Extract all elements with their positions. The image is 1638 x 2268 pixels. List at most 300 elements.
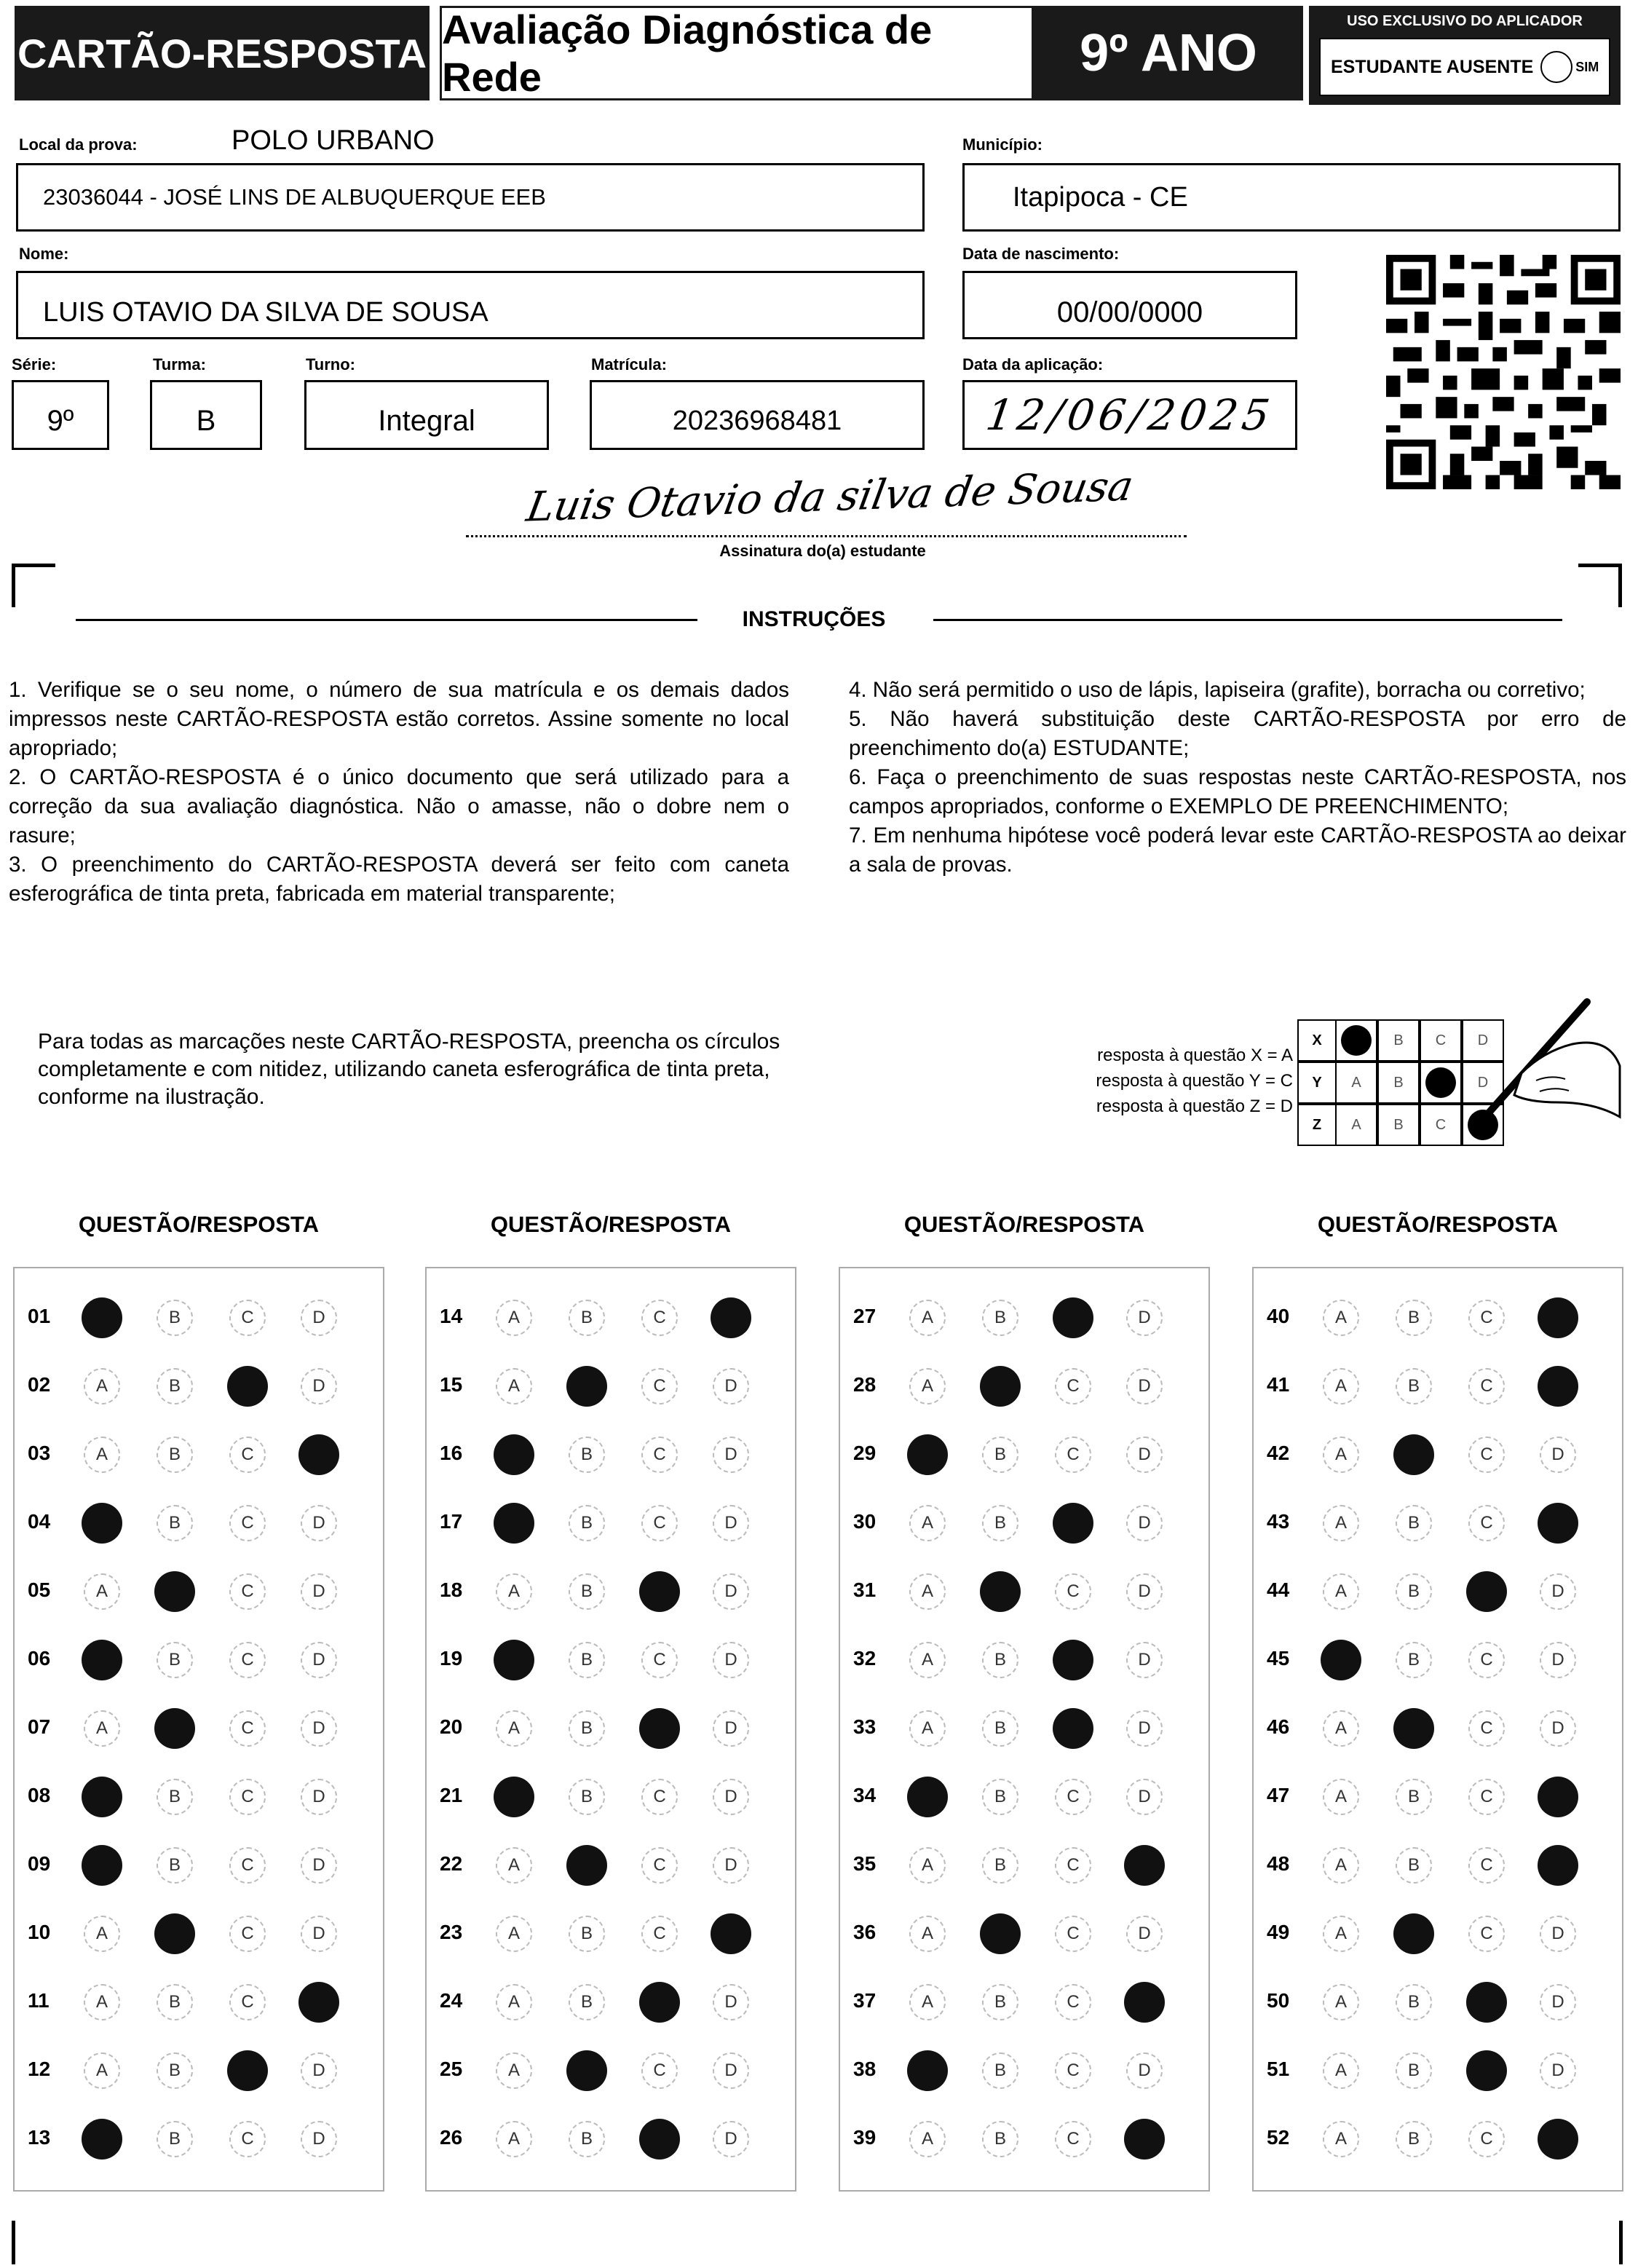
answer-bubble-b[interactable]: B <box>157 1642 193 1678</box>
answer-bubble-a[interactable] <box>84 2121 120 2157</box>
answer-bubble-a[interactable] <box>909 1779 946 1815</box>
answer-bubble-d[interactable]: D <box>1126 1779 1163 1815</box>
application-value: 12/06/2025 <box>983 390 1277 440</box>
answer-bubble-b[interactable]: B <box>569 1984 605 2020</box>
answer-bubble-a[interactable]: A <box>909 1300 946 1336</box>
answer-bubble-c[interactable]: C <box>1468 1710 1505 1747</box>
answer-bubble-a[interactable]: A <box>84 1573 120 1610</box>
answer-bubble-b[interactable]: B <box>569 1505 605 1541</box>
class-label: Turma: <box>153 355 206 374</box>
answer-bubble-b[interactable]: B <box>982 2121 1018 2157</box>
question-number: 09 <box>28 1852 51 1875</box>
question-number: 43 <box>1267 1510 1290 1533</box>
answer-bubble-a[interactable] <box>909 1437 946 1473</box>
birth-label: Data de nascimento: <box>962 245 1120 263</box>
answer-bubble-c[interactable] <box>1468 1573 1505 1610</box>
answer-bubble-b[interactable]: B <box>569 1779 605 1815</box>
answer-bubble-b[interactable] <box>1396 1710 1432 1747</box>
answer-bubble-a[interactable]: A <box>496 1300 532 1336</box>
answer-bubble-a[interactable]: A <box>84 1437 120 1473</box>
answer-bubble-c[interactable]: C <box>1055 1779 1091 1815</box>
answer-bubble-d[interactable]: D <box>301 1779 337 1815</box>
answer-bubble-c[interactable]: C <box>1055 1984 1091 2020</box>
answer-bubble-a[interactable]: A <box>496 1984 532 2020</box>
answer-bubble-c[interactable]: C <box>229 1710 266 1747</box>
exam-title <box>440 6 1034 100</box>
answer-bubble-a[interactable]: A <box>84 1368 120 1404</box>
answer-bubble-c[interactable]: C <box>229 2121 266 2157</box>
answer-bubble-b[interactable]: B <box>982 1642 1018 1678</box>
question-number: 51 <box>1267 2058 1290 2080</box>
exam-location-value: POLO URBANO <box>232 125 435 156</box>
answer-bubble-b[interactable]: B <box>1396 1573 1432 1610</box>
answer-bubble-c[interactable] <box>229 1368 266 1404</box>
question-number: 40 <box>1267 1305 1290 1327</box>
question-number: 47 <box>1267 1784 1290 1806</box>
answer-bubble-c[interactable]: C <box>641 1437 678 1473</box>
example-option <box>1335 1019 1377 1062</box>
answer-bubble-a[interactable]: A <box>1323 1779 1359 1815</box>
question-number: 52 <box>1267 2126 1290 2149</box>
answer-bubble-c[interactable]: C <box>1468 2121 1505 2157</box>
example-line: resposta à questão Z = D <box>1096 1097 1293 1116</box>
example-option: B <box>1377 1104 1420 1146</box>
answer-bubble-a[interactable]: A <box>496 1916 532 1952</box>
shift-value: Integral <box>378 404 475 437</box>
instruction-item: 3. O preenchimento do CARTÃO-RESPOSTA deverá ser feito com caneta esferográfica de tinta preta, fabricada em material transparente; <box>9 853 789 906</box>
question-number: 22 <box>440 1852 463 1875</box>
class-box <box>150 380 262 450</box>
answer-bubble-b[interactable]: B <box>569 1573 605 1610</box>
question-number: 03 <box>28 1442 51 1464</box>
instructions-right <box>849 676 1626 880</box>
exam-location-label: Local da prova: <box>19 135 138 154</box>
example-option: C <box>1420 1019 1462 1062</box>
instruction-item: 1. Verifique se o seu nome, o número de sua matrícula e os demais dados impressos neste CARTÃO-RESPOSTA estão corretos. Assine somente no local apropriado; <box>9 678 789 760</box>
enrollment-label: Matrícula: <box>591 355 667 374</box>
answer-bubble-c[interactable]: C <box>641 1779 678 1815</box>
answer-bubble-b[interactable]: B <box>982 1300 1018 1336</box>
answer-bubble-a[interactable] <box>84 1779 120 1815</box>
municipality-value: Itapipoca - CE <box>1013 181 1188 213</box>
answer-bubble-c[interactable] <box>1468 2052 1505 2089</box>
answer-bubble-a[interactable]: A <box>1323 1573 1359 1610</box>
answer-bubble-c[interactable]: C <box>641 1642 678 1678</box>
answer-bubble-a[interactable]: A <box>84 1984 120 2020</box>
answer-bubble-d[interactable]: D <box>1540 1437 1576 1473</box>
answer-bubble-a[interactable]: A <box>1323 1437 1359 1473</box>
card-title <box>15 6 430 100</box>
answer-bubble-d[interactable]: D <box>1126 1368 1163 1404</box>
qr-code-graphic <box>1386 255 1621 489</box>
answer-bubble-a[interactable]: A <box>1323 1710 1359 1747</box>
column-title: QUESTÃO/RESPOSTA <box>78 1212 320 1237</box>
answer-bubble-b[interactable] <box>569 2052 605 2089</box>
answer-bubble-c[interactable] <box>641 1710 678 1747</box>
example-option: A <box>1335 1104 1377 1146</box>
answer-bubble-d[interactable]: D <box>1540 1642 1576 1678</box>
grade-badge <box>1034 6 1303 100</box>
question-number: 24 <box>440 1989 463 2012</box>
answer-bubble-a[interactable]: A <box>1323 2121 1359 2157</box>
answer-bubble-d[interactable] <box>1126 1984 1163 2020</box>
answer-bubble-d[interactable]: D <box>301 2052 337 2089</box>
answer-bubble-d[interactable]: D <box>1126 1505 1163 1541</box>
answer-bubble-d[interactable]: D <box>713 1710 749 1747</box>
example-question-label: X <box>1297 1019 1337 1062</box>
answer-bubble-a[interactable] <box>496 1779 532 1815</box>
answer-bubble-a[interactable] <box>84 1847 120 1884</box>
question-number: 32 <box>853 1647 877 1670</box>
answer-bubble-b[interactable] <box>569 1847 605 1884</box>
instructions-title: INSTRUÇÕES <box>742 607 886 631</box>
answer-bubble-b[interactable] <box>982 1916 1018 1952</box>
answer-bubble-c[interactable] <box>1468 1984 1505 2020</box>
question-number: 45 <box>1267 1647 1290 1670</box>
column-title: QUESTÃO/RESPOSTA <box>1317 1212 1559 1237</box>
answer-bubble-d[interactable]: D <box>713 1505 749 1541</box>
answer-bubble-b[interactable] <box>1396 1916 1432 1952</box>
question-number: 17 <box>440 1510 463 1533</box>
name-label: Nome: <box>19 245 69 263</box>
question-number: 31 <box>853 1578 877 1601</box>
answer-bubble-c[interactable]: C <box>229 1984 266 2020</box>
answer-bubble-c[interactable]: C <box>1468 1505 1505 1541</box>
municipality-box <box>962 163 1621 232</box>
answer-bubble-a[interactable]: A <box>496 1847 532 1884</box>
answer-bubble-b[interactable]: B <box>1396 2121 1432 2157</box>
applicator-label: USO EXCLUSIVO DO APLICADOR <box>1347 13 1583 29</box>
answer-bubble-d[interactable]: D <box>713 1779 749 1815</box>
answer-bubble-d[interactable] <box>1540 1300 1576 1336</box>
answer-bubble-a[interactable]: A <box>1323 1916 1359 1952</box>
question-number: 34 <box>853 1784 877 1806</box>
answer-bubble-d[interactable] <box>1126 1847 1163 1884</box>
answer-bubble-a[interactable]: A <box>496 2121 532 2157</box>
answer-bubble-c[interactable]: C <box>229 1916 266 1952</box>
answer-bubble-d[interactable]: D <box>1126 1916 1163 1952</box>
absent-option: SIM <box>1575 59 1599 74</box>
answer-bubble-d[interactable] <box>1540 1368 1576 1404</box>
instruction-item: 5. Não haverá substituição deste CARTÃO-RESPOSTA por erro de preenchimento do(a) ESTUDANTE; <box>849 707 1626 760</box>
answer-bubble-d[interactable] <box>301 1437 337 1473</box>
answer-bubble-c[interactable]: C <box>1468 1300 1505 1336</box>
corner-top-left <box>12 564 55 607</box>
answer-bubble-c[interactable]: C <box>1055 1847 1091 1884</box>
answer-bubble-b[interactable]: B <box>982 1847 1018 1884</box>
answer-bubble-c[interactable]: C <box>1468 1642 1505 1678</box>
answer-bubble-d[interactable]: D <box>1126 1710 1163 1747</box>
answer-bubble-a[interactable]: A <box>909 1505 946 1541</box>
answer-bubble-c[interactable]: C <box>1055 1573 1091 1610</box>
answer-bubble-d[interactable]: D <box>713 2052 749 2089</box>
question-number: 20 <box>440 1715 463 1738</box>
pen-hand-illustration <box>1471 993 1623 1139</box>
answer-bubble-b[interactable]: B <box>982 1984 1018 2020</box>
answer-bubble-c[interactable]: C <box>1468 1779 1505 1815</box>
question-number: 07 <box>28 1715 51 1738</box>
answer-bubble-d[interactable]: D <box>1126 1642 1163 1678</box>
answer-bubble-c[interactable]: C <box>1468 1916 1505 1952</box>
answer-bubble-c[interactable]: C <box>229 1573 266 1610</box>
example-question-label: Y <box>1297 1062 1337 1104</box>
question-number: 19 <box>440 1647 463 1670</box>
name-box <box>16 271 925 339</box>
example-filled-mark <box>1425 1067 1456 1098</box>
answer-bubble-b[interactable]: B <box>157 1984 193 2020</box>
answer-bubble-c[interactable]: C <box>229 1779 266 1815</box>
answer-bubble-a[interactable] <box>496 1642 532 1678</box>
answer-bubble-a[interactable]: A <box>909 1916 946 1952</box>
answer-bubble-d[interactable] <box>1540 1847 1576 1884</box>
answer-bubble-a[interactable] <box>496 1505 532 1541</box>
answer-bubble-a[interactable]: A <box>909 1573 946 1610</box>
answer-bubble-c[interactable]: C <box>1468 1847 1505 1884</box>
answer-bubble-c[interactable]: C <box>229 1505 266 1541</box>
answer-bubble-d[interactable] <box>1540 1505 1576 1541</box>
question-number: 05 <box>28 1578 51 1601</box>
absent-bubble[interactable] <box>1540 51 1572 83</box>
answer-bubble-c[interactable]: C <box>229 1437 266 1473</box>
question-number: 04 <box>28 1510 51 1533</box>
example-filled-mark <box>1341 1025 1372 1056</box>
answer-bubble-b[interactable]: B <box>1396 1368 1432 1404</box>
answer-bubble-c[interactable]: C <box>641 1505 678 1541</box>
series-label: Série: <box>12 355 57 374</box>
instructions-left <box>9 676 789 909</box>
answer-bubble-a[interactable]: A <box>1323 1505 1359 1541</box>
answer-bubble-d[interactable]: D <box>1126 2052 1163 2089</box>
answer-bubble-b[interactable] <box>1396 1437 1432 1473</box>
answer-bubble-d[interactable] <box>301 1984 337 2020</box>
answer-bubble-c[interactable]: C <box>1468 1437 1505 1473</box>
application-label: Data da aplicação: <box>962 355 1104 374</box>
answer-bubble-c[interactable] <box>641 1573 678 1610</box>
answer-bubble-a[interactable]: A <box>909 1847 946 1884</box>
answer-bubble-d[interactable]: D <box>301 1916 337 1952</box>
answer-bubble-c[interactable]: C <box>641 1847 678 1884</box>
answer-bubble-c[interactable] <box>641 2121 678 2157</box>
answer-bubble-b[interactable]: B <box>1396 1642 1432 1678</box>
answer-bubble-c[interactable]: C <box>1468 1368 1505 1404</box>
question-number: 26 <box>440 2126 463 2149</box>
question-number: 14 <box>440 1305 463 1327</box>
answer-bubble-d[interactable]: D <box>1540 1710 1576 1747</box>
answer-bubble-b[interactable] <box>157 1573 193 1610</box>
example-option: C <box>1420 1104 1462 1146</box>
answer-bubble-d[interactable]: D <box>301 1505 337 1541</box>
answer-bubble-d[interactable]: D <box>301 1300 337 1336</box>
answer-bubble-a[interactable]: A <box>84 2052 120 2089</box>
column-title: QUESTÃO/RESPOSTA <box>903 1212 1145 1237</box>
answer-bubble-b[interactable]: B <box>569 1710 605 1747</box>
answer-bubble-a[interactable] <box>84 1505 120 1541</box>
answer-bubble-b[interactable] <box>982 1573 1018 1610</box>
school-value: 23036044 - JOSÉ LINS DE ALBUQUERQUE EEB <box>43 184 546 210</box>
answer-bubble-d[interactable]: D <box>713 1573 749 1610</box>
answer-bubble-a[interactable]: A <box>909 1984 946 2020</box>
answer-bubble-c[interactable]: C <box>641 1368 678 1404</box>
answer-bubble-d[interactable]: D <box>1126 1437 1163 1473</box>
question-number: 08 <box>28 1784 51 1806</box>
answer-bubble-d[interactable]: D <box>713 1437 749 1473</box>
answer-bubble-c[interactable] <box>1055 1505 1091 1541</box>
answer-bubble-a[interactable]: A <box>909 2121 946 2157</box>
answer-bubble-d[interactable]: D <box>301 1573 337 1610</box>
answer-bubble-a[interactable]: A <box>496 1368 532 1404</box>
series-value: 9º <box>47 404 74 437</box>
answer-bubble-d[interactable]: D <box>1126 1573 1163 1610</box>
answer-bubble-a[interactable]: A <box>496 2052 532 2089</box>
answer-bubble-c[interactable]: C <box>1055 2052 1091 2089</box>
answer-bubble-a[interactable] <box>84 1300 120 1336</box>
question-number: 21 <box>440 1784 463 1806</box>
answer-bubble-c[interactable]: C <box>1055 2121 1091 2157</box>
answer-bubble-b[interactable]: B <box>569 1437 605 1473</box>
answer-bubble-a[interactable]: A <box>496 1710 532 1747</box>
answer-bubble-d[interactable]: D <box>1540 1916 1576 1952</box>
answer-bubble-d[interactable] <box>713 1300 749 1336</box>
answer-bubble-b[interactable]: B <box>982 2052 1018 2089</box>
absent-label: ESTUDANTE AUSENTE <box>1331 56 1534 77</box>
answer-bubble-a[interactable] <box>909 2052 946 2089</box>
shift-box <box>304 380 549 450</box>
answer-bubble-a[interactable]: A <box>496 1573 532 1610</box>
question-number: 15 <box>440 1373 463 1396</box>
answer-bubble-c[interactable] <box>1055 1710 1091 1747</box>
answer-bubble-c[interactable]: C <box>229 1300 266 1336</box>
answer-bubble-b[interactable]: B <box>157 1300 193 1336</box>
answer-bubble-c[interactable]: C <box>1055 1368 1091 1404</box>
enrollment-value: 20236968481 <box>672 405 842 436</box>
answer-bubble-b[interactable]: B <box>157 1368 193 1404</box>
answer-bubble-d[interactable] <box>1540 2121 1576 2157</box>
answer-bubble-b[interactable]: B <box>157 1779 193 1815</box>
question-number: 33 <box>853 1715 877 1738</box>
answer-bubble-d[interactable]: D <box>301 1710 337 1747</box>
answer-bubble-a[interactable] <box>496 1437 532 1473</box>
example-option: D <box>1462 1019 1504 1062</box>
answer-bubble-d[interactable]: D <box>1540 1573 1576 1610</box>
answer-bubble-b[interactable]: B <box>569 1916 605 1952</box>
answer-bubble-b[interactable]: B <box>1396 1300 1432 1336</box>
answer-bubble-d[interactable]: D <box>1126 1300 1163 1336</box>
answer-bubble-c[interactable] <box>641 1984 678 2020</box>
school-box <box>16 163 925 232</box>
answer-bubble-b[interactable] <box>982 1368 1018 1404</box>
answer-bubble-a[interactable]: A <box>909 1368 946 1404</box>
answer-bubble-a[interactable]: A <box>84 1916 120 1952</box>
answer-bubble-a[interactable] <box>1323 1642 1359 1678</box>
answer-bubble-b[interactable]: B <box>157 1505 193 1541</box>
answer-bubble-a[interactable]: A <box>909 1710 946 1747</box>
question-number: 41 <box>1267 1373 1290 1396</box>
question-number: 13 <box>28 2126 51 2149</box>
exam-title-text: Avaliação Diagnóstica de Rede <box>442 7 933 100</box>
answer-bubble-a[interactable]: A <box>84 1710 120 1747</box>
answer-bubble-c[interactable]: C <box>1055 1437 1091 1473</box>
answer-bubble-b[interactable]: B <box>569 2121 605 2157</box>
answer-bubble-a[interactable]: A <box>1323 2052 1359 2089</box>
example-option: D <box>1462 1062 1504 1104</box>
answer-bubble-d[interactable]: D <box>301 1642 337 1678</box>
answer-bubble-b[interactable]: B <box>1396 2052 1432 2089</box>
question-number: 42 <box>1267 1442 1290 1464</box>
answer-bubble-d[interactable]: D <box>1540 2052 1576 2089</box>
column-title: QUESTÃO/RESPOSTA <box>490 1212 732 1237</box>
answer-bubble-b[interactable]: B <box>1396 1779 1432 1815</box>
answer-bubble-b[interactable]: B <box>982 1505 1018 1541</box>
question-number: 37 <box>853 1989 877 2012</box>
answer-bubble-b[interactable]: B <box>157 2052 193 2089</box>
answer-bubble-b[interactable]: B <box>157 2121 193 2157</box>
answer-bubble-d[interactable] <box>713 1916 749 1952</box>
question-number: 23 <box>440 1921 463 1943</box>
instructions-rule-right <box>933 619 1562 621</box>
answer-bubble-d[interactable]: D <box>301 1847 337 1884</box>
answer-bubble-c[interactable]: C <box>641 1916 678 1952</box>
signature-line <box>466 535 1187 537</box>
answer-bubble-d[interactable]: D <box>713 1368 749 1404</box>
answer-bubble-c[interactable]: C <box>229 1847 266 1884</box>
answer-bubble-b[interactable] <box>157 1916 193 1952</box>
answer-bubble-d[interactable]: D <box>301 2121 337 2157</box>
answer-bubble-b[interactable]: B <box>1396 1847 1432 1884</box>
answer-bubble-a[interactable]: A <box>1323 1984 1359 2020</box>
question-number: 30 <box>853 1510 877 1533</box>
answer-bubble-a[interactable]: A <box>1323 1847 1359 1884</box>
answer-bubble-c[interactable] <box>1055 1642 1091 1678</box>
answer-bubble-c[interactable] <box>1055 1300 1091 1336</box>
answer-bubble-b[interactable] <box>157 1710 193 1747</box>
answer-bubble-b[interactable]: B <box>157 1847 193 1884</box>
answer-bubble-b[interactable] <box>569 1368 605 1404</box>
answer-bubble-b[interactable]: B <box>982 1437 1018 1473</box>
answer-bubble-d[interactable]: D <box>1540 1984 1576 2020</box>
example-option: A <box>1335 1062 1377 1104</box>
answer-bubble-c[interactable]: C <box>1055 1916 1091 1952</box>
answer-bubble-c[interactable]: C <box>641 1300 678 1336</box>
answer-bubble-a[interactable]: A <box>909 1642 946 1678</box>
name-value: LUIS OTAVIO DA SILVA DE SOUSA <box>43 296 488 328</box>
applicator-box <box>1309 6 1621 105</box>
answer-bubble-a[interactable]: A <box>1323 1300 1359 1336</box>
answer-bubble-b[interactable]: B <box>569 1300 605 1336</box>
answer-bubble-b[interactable]: B <box>157 1437 193 1473</box>
instruction-item: 7. Em nenhuma hipótese você poderá levar este CARTÃO-RESPOSTA ao deixar a sala de provas. <box>849 823 1626 877</box>
answer-bubble-b[interactable]: B <box>982 1779 1018 1815</box>
answer-bubble-b[interactable]: B <box>569 1642 605 1678</box>
answer-bubble-b[interactable]: B <box>1396 1505 1432 1541</box>
answer-bubble-c[interactable]: C <box>641 2052 678 2089</box>
answer-bubble-b[interactable]: B <box>982 1710 1018 1747</box>
answer-bubble-a[interactable]: A <box>1323 1368 1359 1404</box>
absent-box <box>1319 38 1610 96</box>
question-number: 06 <box>28 1647 51 1670</box>
answer-bubble-a[interactable] <box>84 1642 120 1678</box>
answer-bubble-c[interactable] <box>229 2052 266 2089</box>
answer-bubble-d[interactable] <box>1126 2121 1163 2157</box>
answer-bubble-d[interactable]: D <box>713 1642 749 1678</box>
answer-bubble-c[interactable]: C <box>229 1642 266 1678</box>
answer-bubble-d[interactable]: D <box>713 1847 749 1884</box>
answer-bubble-d[interactable] <box>1540 1779 1576 1815</box>
answer-bubble-d[interactable]: D <box>713 2121 749 2157</box>
answer-bubble-d[interactable]: D <box>301 1368 337 1404</box>
answer-bubble-d[interactable]: D <box>713 1984 749 2020</box>
answer-bubble-b[interactable]: B <box>1396 1984 1432 2020</box>
corner-bottom-left <box>12 2221 19 2264</box>
